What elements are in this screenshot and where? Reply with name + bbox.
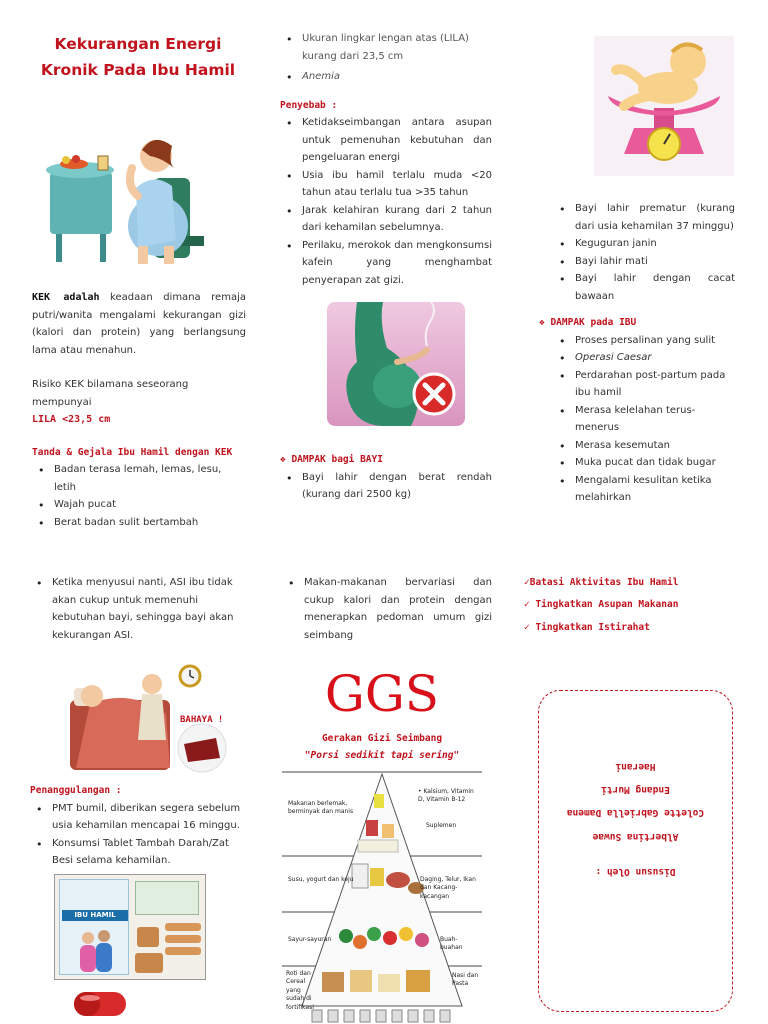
cause-heading: Penyebab : xyxy=(280,99,338,111)
panel-1-body xyxy=(32,289,246,531)
list-item: • Keguguran janin xyxy=(553,235,735,253)
pmt-product-photo xyxy=(54,874,206,980)
handling-heading: Penanggulangan : xyxy=(30,785,122,796)
biscuit-2 xyxy=(165,923,201,931)
list-item: • Badan terasa lemah, lemas, lesu, letih xyxy=(32,461,246,496)
signs-heading: Tanda & Gejala Ibu Hamil dengan KEK xyxy=(32,446,233,458)
nutrition-list xyxy=(282,574,492,644)
cause-list xyxy=(280,114,492,289)
author-heading: Disusun Oleh : xyxy=(595,866,676,877)
list-item: • Usia ibu hamil terlalu muda <20 tahun atau terlalu tua >35 tahun xyxy=(280,167,492,202)
pyramid-label-right-5: Nasi dan Pasta xyxy=(452,972,479,988)
bahaya-label: BAHAYA ! xyxy=(180,715,224,725)
list-item: • Ukuran lingkar lengan atas (LILA) kurang dari 23,5 cm xyxy=(280,30,492,65)
biscuit-pack xyxy=(135,881,199,915)
list-item: • Bayi lahir prematur (kurang dari usia kehamilan 37 minggu) xyxy=(553,200,735,235)
panel-6 xyxy=(524,572,744,639)
list-item: • Bayi lahir dengan cacat bawaan xyxy=(553,270,735,305)
list-item: • Berat badan sulit bertambah xyxy=(32,514,246,532)
list-item: • PMT bumil, diberikan segera sebelum usia kehamilan mencapai 16 minggu. xyxy=(30,800,246,835)
list-item: • Muka pucat dan tidak bugar xyxy=(553,454,735,472)
ggs-subtitle-line2: "Porsi sedikit tapi sering" xyxy=(304,750,460,762)
pyramid-label-left-4: Roti dan Cereal yang sudah di fortifikasi xyxy=(286,970,314,1011)
author-name: Colette Gabriella Damena xyxy=(566,807,705,819)
baby-on-scale-illustration xyxy=(594,36,734,176)
breastfeeding-list xyxy=(30,574,246,644)
biscuit-5 xyxy=(135,953,163,973)
list-item: • Merasa kelelahan terus-menerus xyxy=(553,402,735,437)
panel-4-bottom xyxy=(30,783,246,870)
panel-3 xyxy=(539,200,735,507)
pyramid-label-right-3: Daging, Telur, Ikan dan Kacang-kacangan xyxy=(420,876,476,900)
author-box-content xyxy=(539,691,732,1011)
baby-impact-list xyxy=(280,469,492,504)
biscuit-4 xyxy=(165,947,201,955)
mother-impact-list xyxy=(553,332,735,507)
panel-1 xyxy=(30,32,246,83)
panel-5 xyxy=(282,574,492,644)
list-item: • Operasi Caesar xyxy=(553,349,735,367)
pyramid-label-left-2: Susu, yogurt dan keju xyxy=(288,876,354,883)
panel-2 xyxy=(280,30,492,289)
brochure-title: Kekurangan Energi Kronik Pada Ibu Hamil xyxy=(40,35,236,79)
list-item: • Proses persalinan yang sulit xyxy=(553,332,735,350)
author-name: Albertina Suwae xyxy=(592,830,679,842)
pyramid-label-right-2: Suplemen xyxy=(426,822,457,829)
author-name: Endang Murti xyxy=(601,784,670,796)
list-item: • Mengalami kesulitan ketika melahirkan xyxy=(553,472,735,507)
no-smoking-pregnant-illustration xyxy=(327,302,465,426)
mother-impact-heading: ❖ DAMPAK pada IBU xyxy=(539,317,637,328)
list-item: • Bayi lahir mati xyxy=(553,253,735,271)
list-item: • Jarak kelahiran kurang dari 2 tahun dari kehamilan sebelumnya. xyxy=(280,202,492,237)
ggs-subtitle xyxy=(282,730,482,764)
risk-text: Risiko KEK bilamana seseorang mempunyai xyxy=(32,379,189,408)
pyramid-label-left-3: Sayur-sayuran xyxy=(288,936,332,943)
ggs-subtitle-line1: Gerakan Gizi Seimbang xyxy=(321,733,443,744)
biscuit-1 xyxy=(137,927,159,947)
pyramid-label-left-1: Makanan berlemak, berminyak dan manis xyxy=(288,800,354,816)
check-item-3: ✓ Tingkatkan Istirahat xyxy=(524,621,650,633)
list-item: • Konsumsi Tablet Tambah Darah/Zat Besi selama kehamilan. xyxy=(30,835,246,870)
baby-impact-list-continued xyxy=(553,200,735,305)
pyramid-label-right-1: • Kalsium, Vitamin D, Vitamin B-12 xyxy=(418,788,474,804)
panel-2-bottom xyxy=(280,452,492,504)
list-item: • Bayi lahir dengan berat rendah (kurang dari 2500 kg) xyxy=(280,469,492,504)
couple-icon xyxy=(70,928,120,972)
handling-list xyxy=(30,800,246,870)
list-item: • Makan-makanan bervariasi dan cukup kalori dan protein dengan menerapkan pedoman umum gizi seimbang xyxy=(282,574,492,644)
list-item: • Perilaku, merokok dan mengkonsumsi kafein yang menghambat penyerapan zat gizi. xyxy=(280,237,492,290)
list-item: • Ketidakseimbangan antara asupan untuk pemenuhan kebutuhan dan pengeluaran energi xyxy=(280,114,492,167)
list-item: • Wajah pucat xyxy=(32,496,246,514)
author-box xyxy=(538,690,733,1012)
panel-4 xyxy=(30,574,246,644)
signs-list xyxy=(32,461,246,531)
check-item-1: ✓Batasi Aktivitas Ibu Hamil xyxy=(524,577,679,588)
iron-capsule-illustration xyxy=(68,986,132,1022)
check-item-2: ✓ Tingkatkan Asupan Makanan xyxy=(524,599,679,611)
baby-impact-heading: ❖ DAMPAK bagi BAYI xyxy=(280,454,383,465)
lila-value: LILA <23,5 cm xyxy=(32,414,111,425)
pregnant-woman-eating-illustration xyxy=(46,128,216,266)
kek-definition: KEK adalah keadaan dimana remaja putri/wanita mengalami kekurangan gizi (kalori dan protein) yang berlangsung lama atau menahun. xyxy=(32,292,246,356)
ggs-logo: GGS xyxy=(324,665,440,723)
list-item: • Perdarahan post-partum pada ibu hamil xyxy=(553,367,735,402)
author-name: Haerani xyxy=(615,760,656,772)
biscuit-3 xyxy=(165,935,201,943)
lila-list xyxy=(280,30,492,86)
pyramid-label-right-4: Buah-buahan xyxy=(440,936,463,952)
list-item: • Anemia xyxy=(280,68,492,86)
list-item: • Ketika menyusui nanti, ASI ibu tidak akan cukup untuk memenuhi kebutuhan bayi, sehingga bayi akan kekurangan ASI. xyxy=(30,574,246,644)
pmt-box xyxy=(59,879,129,975)
list-item: • Merasa kesemutan xyxy=(553,437,735,455)
pmt-box-label: IBU HAMIL xyxy=(62,910,128,921)
